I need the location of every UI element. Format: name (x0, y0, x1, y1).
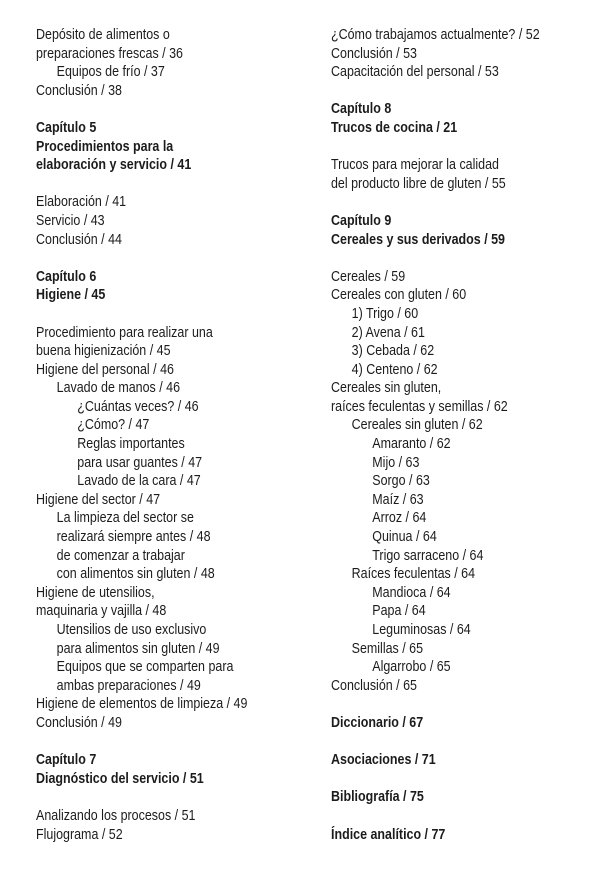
toc-heading: Trucos de cocina / 21 (331, 119, 458, 136)
toc-entry: La limpieza del sector se (56, 510, 194, 527)
toc-entry: Lavado de manos / 46 (56, 380, 181, 397)
toc-entry: Raíces feculentas / 64 (351, 566, 476, 583)
toc-heading: Higiene / 45 (36, 287, 106, 304)
toc-entry: maquinaria y vajilla / 48 (36, 603, 167, 620)
toc-entry: ¿Cómo? / 47 (77, 417, 150, 434)
toc-entry: Trigo sarraceno / 64 (372, 547, 484, 564)
toc-entry: Sorgo / 63 (372, 473, 430, 490)
toc-entry: Semillas / 65 (351, 640, 424, 657)
spacer (36, 175, 306, 194)
toc-entry: 4) Centeno / 62 (351, 361, 438, 378)
toc-heading: Índice analítico / 77 (331, 826, 446, 843)
toc-column-right (331, 26, 593, 844)
toc-entry: buena higienización / 45 (36, 343, 171, 360)
toc-entry: de comenzar a trabajar (56, 547, 185, 564)
toc-heading: Capítulo 7 (36, 752, 97, 769)
toc-entry: Higiene de elementos de limpieza / 49 (36, 696, 248, 713)
toc-entry: Cereales sin gluten / 62 (351, 417, 483, 434)
spacer (36, 249, 306, 268)
toc-entry: Equipos que se comparten para (56, 659, 234, 676)
toc-entry: con alimentos sin gluten / 48 (56, 566, 215, 583)
toc-entry: Servicio / 43 (36, 212, 105, 229)
toc-entry: Elaboración / 41 (36, 194, 127, 211)
toc-entry: para usar guantes / 47 (77, 454, 203, 471)
spacer (331, 807, 593, 826)
toc-entry: Amaranto / 62 (372, 436, 451, 453)
toc-entry: Procedimiento para realizar una (36, 324, 213, 341)
toc-heading: Capítulo 6 (36, 268, 97, 285)
toc-entry: Lavado de la cara / 47 (77, 473, 201, 490)
toc-entry: Conclusión / 38 (36, 82, 122, 99)
toc-entry: Mandioca / 64 (372, 584, 451, 601)
toc-entry: 1) Trigo / 60 (351, 305, 419, 322)
toc-entry: del producto libre de gluten / 55 (331, 175, 506, 192)
toc-entry: 3) Cebada / 62 (351, 343, 435, 360)
spacer (36, 733, 306, 752)
toc-entry: ¿Cómo trabajamos actualmente? / 52 (331, 27, 540, 43)
toc-heading: Capítulo 9 (331, 212, 392, 229)
spacer (331, 82, 593, 101)
toc-entry: Maíz / 63 (372, 491, 424, 508)
spacer (36, 788, 306, 807)
toc-entry: Leguminosas / 64 (372, 622, 471, 638)
spacer (36, 100, 306, 119)
spacer (331, 249, 593, 268)
toc-entry: 2) Avena / 61 (351, 324, 425, 341)
toc-entry: Capacitación del personal / 53 (331, 64, 499, 81)
toc-entry: Algarrobo / 65 (372, 659, 451, 676)
toc-entry: Conclusión / 49 (36, 714, 122, 731)
toc-heading: Capítulo 5 (36, 119, 97, 136)
toc-column-left (36, 26, 306, 844)
toc-entry: ambas preparaciones / 49 (56, 677, 201, 694)
toc-heading: Capítulo 8 (331, 101, 392, 118)
toc-entry: ¿Cuántas veces? / 46 (77, 398, 199, 415)
toc-entry: para alimentos sin gluten / 49 (56, 640, 220, 657)
toc-entry: Cereales sin gluten, (331, 380, 442, 397)
toc-entry: Equipos de frío / 37 (56, 64, 165, 81)
toc-entry: raíces feculentas y semillas / 62 (331, 398, 508, 415)
toc-entry: Depósito de alimentos o (36, 27, 170, 43)
toc-heading: Cereales y sus derivados / 59 (331, 231, 506, 248)
toc-entry: Papa / 64 (372, 603, 426, 620)
toc-entry: Utensilios de uso exclusivo (56, 622, 207, 638)
toc-entry: Analizando los procesos / 51 (36, 807, 196, 824)
toc-entry: Mijo / 63 (372, 454, 420, 471)
toc-heading: Diccionario / 67 (331, 714, 424, 731)
toc-entry: Flujograma / 52 (36, 826, 123, 843)
toc-heading: Bibliografía / 75 (331, 789, 424, 806)
toc-heading: Asociaciones / 71 (331, 752, 436, 769)
toc-entry: Higiene del personal / 46 (36, 361, 174, 378)
spacer (331, 770, 593, 789)
toc-entry: Arroz / 64 (372, 510, 427, 527)
toc-entry: Higiene de utensilios, (36, 584, 155, 601)
toc-entry: Conclusión / 53 (331, 45, 417, 62)
toc-entry: Quinua / 64 (372, 529, 437, 546)
toc-entry: Cereales / 59 (331, 268, 406, 285)
spacer (331, 733, 593, 752)
toc-heading: Procedimientos para la (36, 138, 174, 155)
toc-entry: Trucos para mejorar la calidad (331, 157, 499, 174)
spacer (331, 193, 593, 212)
toc-entry: Conclusión / 44 (36, 231, 122, 248)
spacer (331, 138, 593, 157)
toc-entry: preparaciones frescas / 36 (36, 45, 183, 62)
toc-heading: elaboración y servicio / 41 (36, 157, 192, 174)
toc-entry: Higiene del sector / 47 (36, 491, 161, 508)
toc-entry: Conclusión / 65 (331, 677, 417, 694)
toc-entry: realizará siempre antes / 48 (56, 529, 211, 546)
spacer (331, 695, 593, 714)
spacer (36, 305, 306, 324)
toc-heading: Diagnóstico del servicio / 51 (36, 770, 204, 787)
toc-entry: Reglas importantes (77, 436, 185, 453)
toc-entry: Cereales con gluten / 60 (331, 287, 467, 304)
